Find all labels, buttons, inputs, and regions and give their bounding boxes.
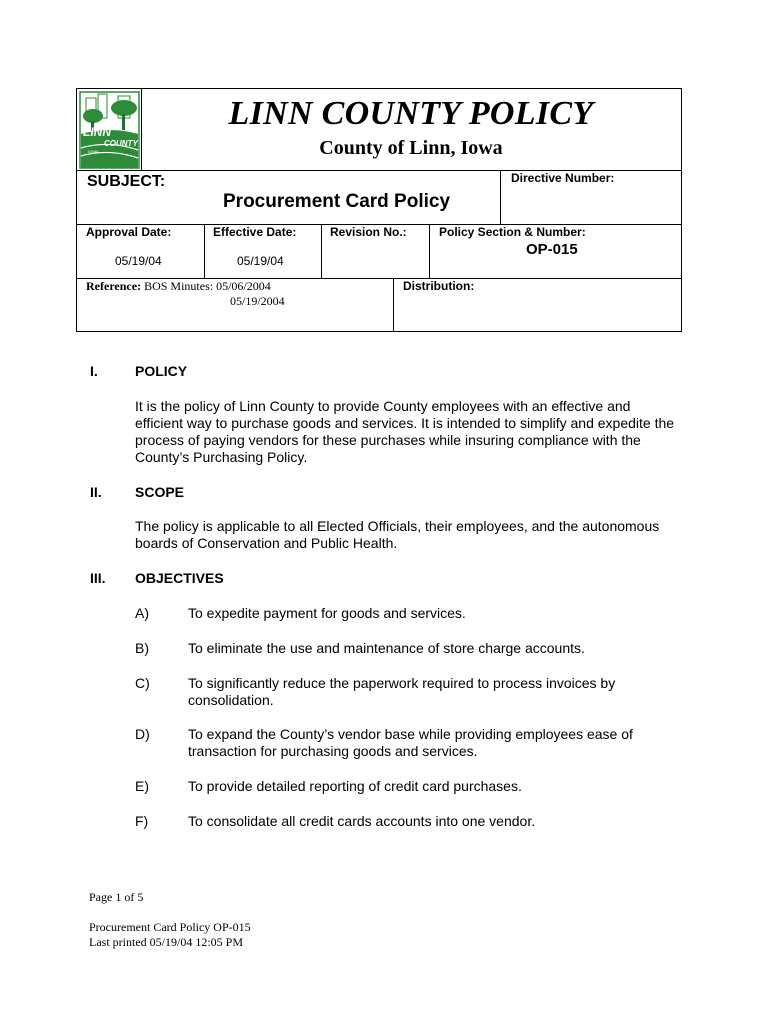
objective-text: To expand the County’s vendor base while providing employees ease of transaction for purchasing goods and services. bbox=[188, 726, 633, 759]
linn-county-logo bbox=[78, 90, 141, 170]
effective-date-label: Effective Date: bbox=[213, 225, 297, 239]
logo-divider bbox=[141, 89, 142, 170]
policy-header-table bbox=[76, 88, 682, 332]
revision-number-label: Revision No.: bbox=[330, 225, 407, 239]
logo-text-linn: LINN bbox=[83, 125, 111, 139]
directive-number-label: Directive Number: bbox=[511, 171, 615, 185]
objective-text: To expedite payment for goods and services. bbox=[188, 605, 466, 621]
objective-letter: B) bbox=[135, 640, 149, 656]
section-number: III. bbox=[90, 570, 106, 586]
reference-value-1: BOS Minutes: 05/06/2004 bbox=[144, 279, 271, 293]
distribution-label: Distribution: bbox=[403, 279, 475, 293]
col-divider-2 bbox=[321, 224, 322, 278]
reference-line bbox=[86, 279, 271, 294]
section-title-scope: SCOPE bbox=[135, 484, 185, 500]
section-title-policy: POLICY bbox=[135, 363, 188, 379]
col-divider-4 bbox=[393, 278, 394, 332]
policy-subtitle: County of Linn, Iowa bbox=[319, 137, 503, 159]
subject-label: SUBJECT: bbox=[87, 173, 166, 190]
section-title-objectives: OBJECTIVES bbox=[135, 570, 224, 586]
effective-date-value: 05/19/04 bbox=[237, 254, 284, 268]
policy-paragraph: It is the policy of Linn County to provide County employees with an effective and efficient way to purchase goods and services. It is intended to simplify and expedite the process of paying vendors for these purchases while insuring compliance with the County’s Purchasing Policy. bbox=[135, 398, 675, 465]
col-divider-3 bbox=[429, 224, 430, 278]
col-divider-1 bbox=[204, 224, 205, 278]
objective-text: To provide detailed reporting of credit card purchases. bbox=[188, 778, 522, 794]
section-number: II. bbox=[90, 484, 102, 500]
scope-paragraph: The policy is applicable to all Elected Officials, their employees, and the autonomous boards of Conservation and Public Health. bbox=[135, 518, 660, 551]
policy-title: LINN COUNTY POLICY bbox=[228, 95, 594, 132]
objective-text: To significantly reduce the paperwork required to process invoices by consolidation. bbox=[188, 675, 616, 708]
objective-letter: F) bbox=[135, 813, 149, 829]
footer-last-printed: Last printed 05/19/04 12:05 PM bbox=[89, 935, 243, 949]
section-number: I. bbox=[90, 363, 98, 379]
reference-value-2: 05/19/2004 bbox=[230, 294, 285, 308]
objective-letter: C) bbox=[135, 675, 150, 691]
subject-value: Procurement Card Policy bbox=[223, 191, 451, 212]
policy-section-label: Policy Section & Number: bbox=[439, 225, 586, 239]
subject-divider bbox=[500, 170, 501, 224]
page-number: Page 1 of 5 bbox=[89, 890, 144, 904]
objective-letter: D) bbox=[135, 726, 150, 742]
footer-doc-name: Procurement Card Policy OP-015 bbox=[89, 920, 251, 934]
reference-label: Reference: bbox=[86, 279, 142, 293]
logo-text-iowa: IOWA bbox=[88, 149, 99, 154]
objective-letter: A) bbox=[135, 605, 149, 621]
logo-text-county: COUNTY bbox=[104, 139, 138, 148]
approval-date-label: Approval Date: bbox=[86, 225, 172, 239]
approval-date-value: 05/19/04 bbox=[115, 254, 162, 268]
objective-letter: E) bbox=[135, 778, 149, 794]
objective-text: To eliminate the use and maintenance of store charge accounts. bbox=[188, 640, 585, 656]
objective-text: To consolidate all credit cards accounts into one vendor. bbox=[188, 813, 536, 829]
policy-section-value: OP-015 bbox=[526, 241, 578, 258]
